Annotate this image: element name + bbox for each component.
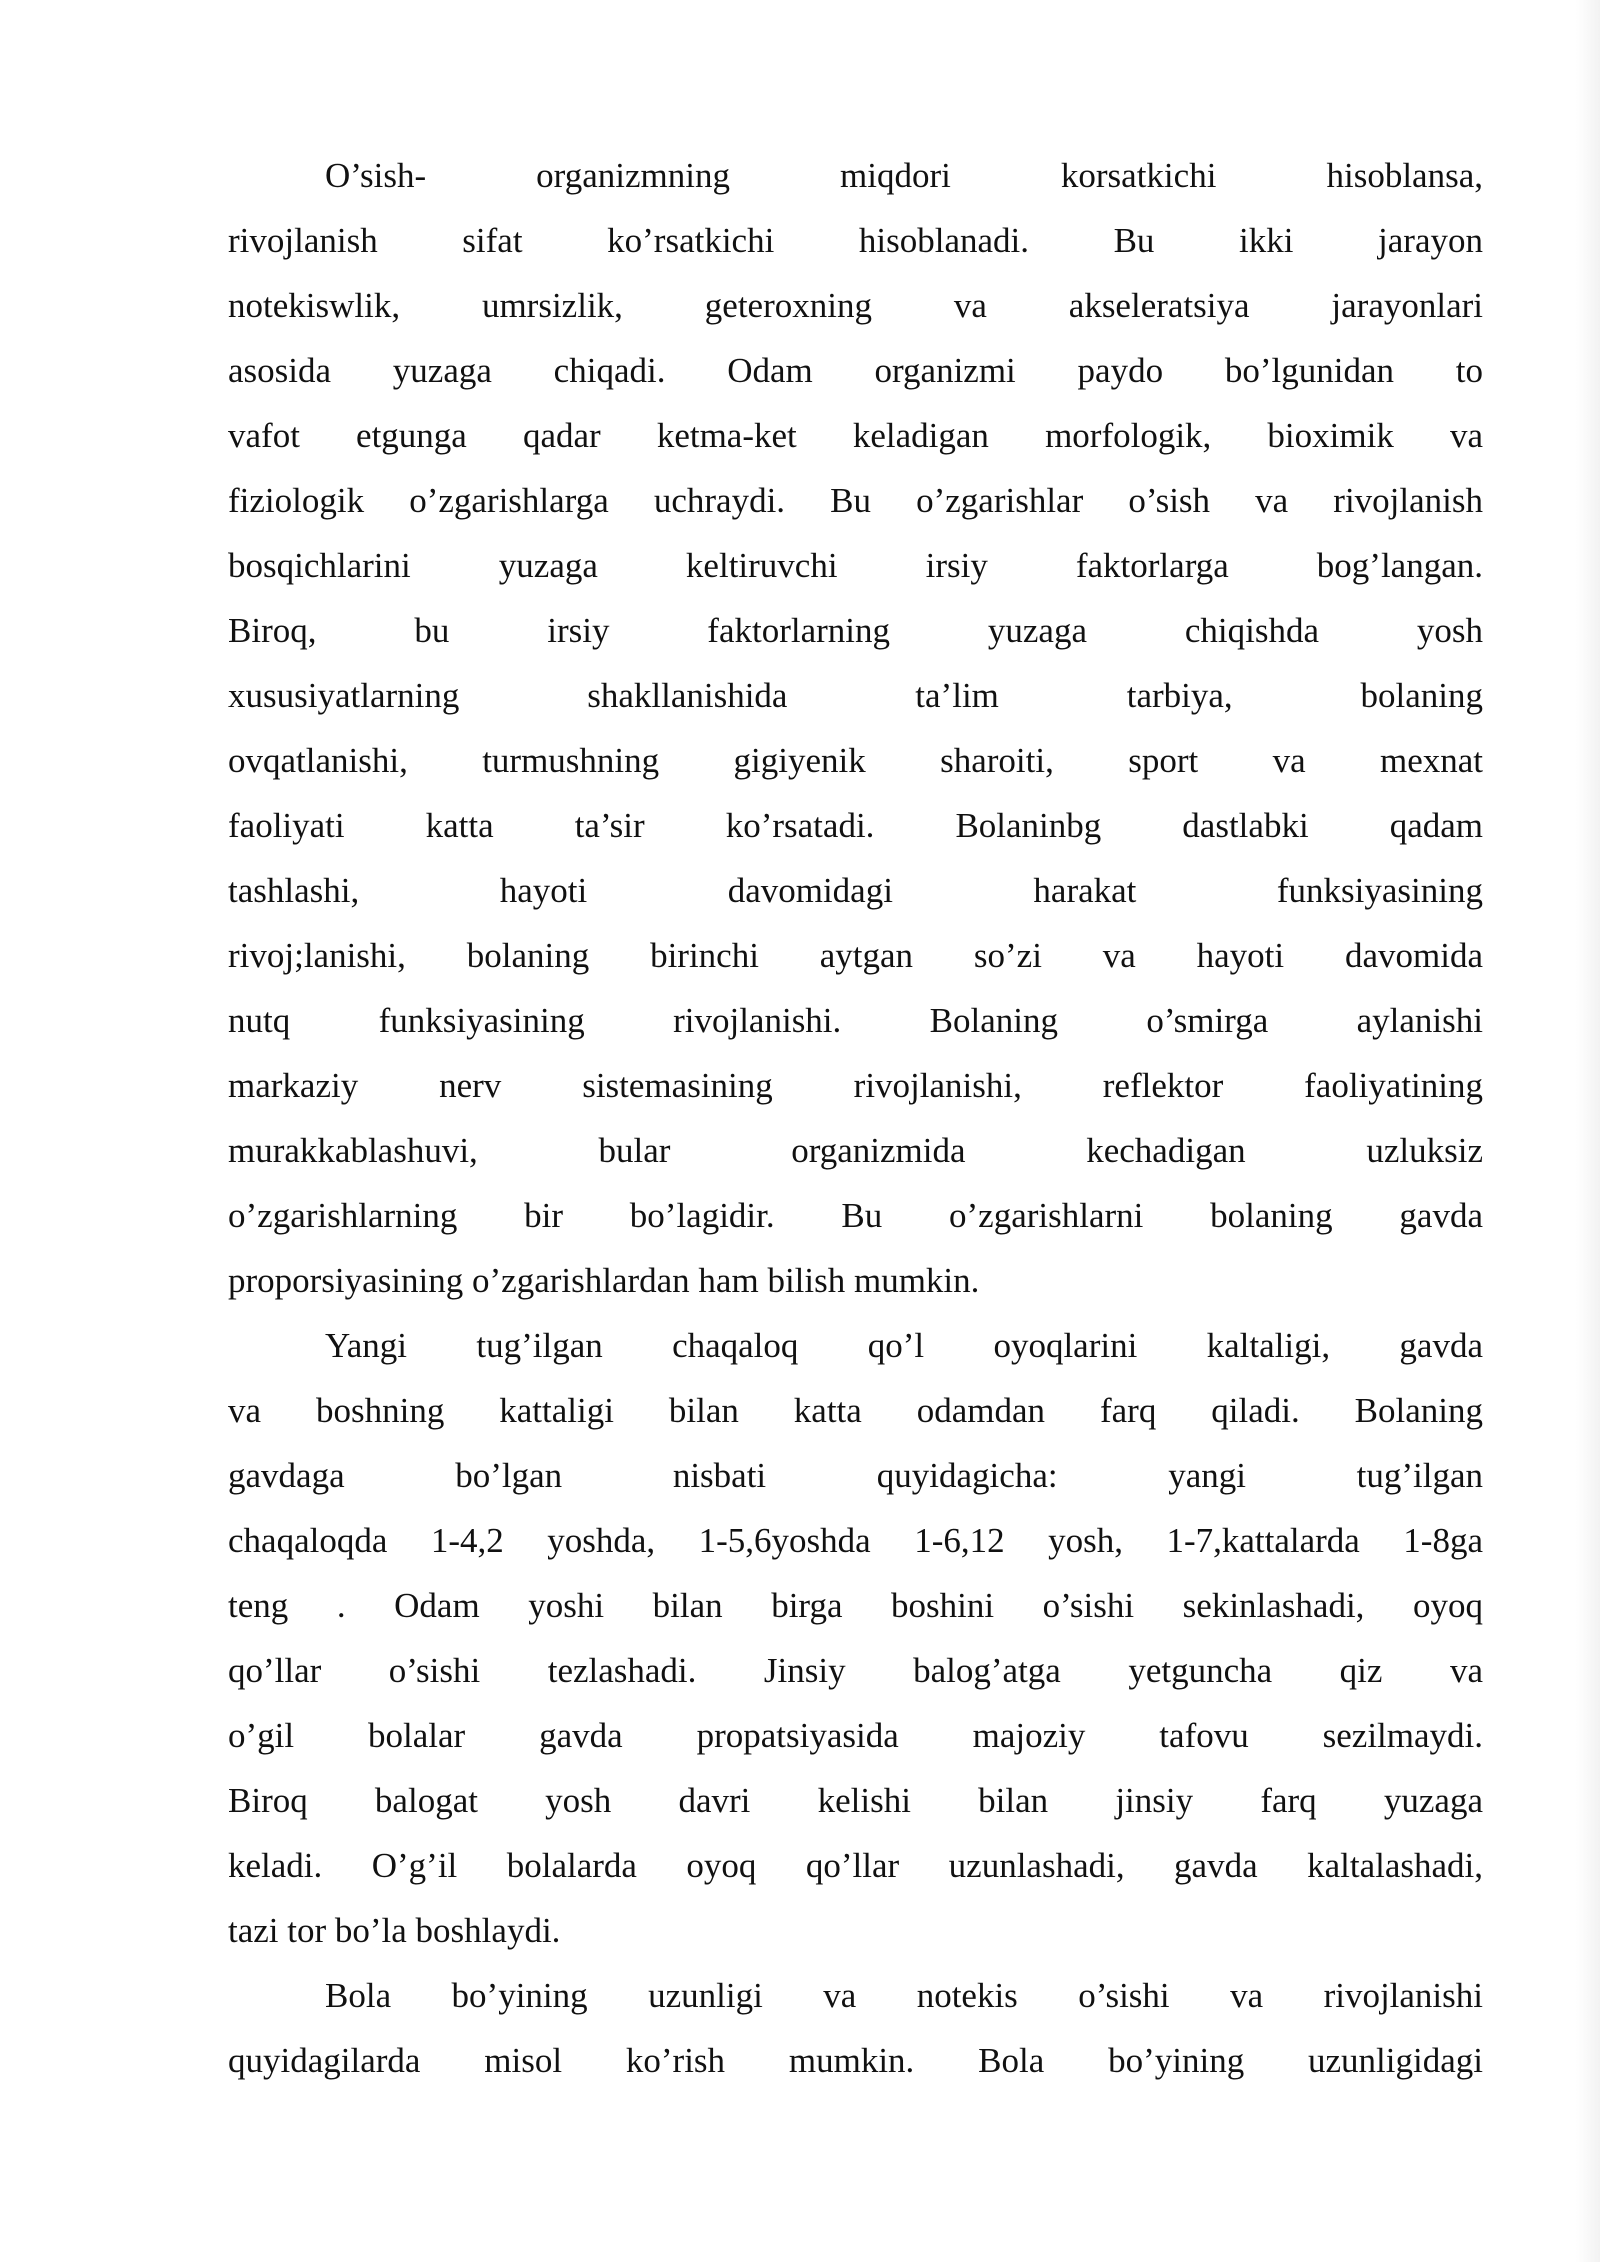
text-line: qo’llar o’sishi tezlashadi. Jinsiy balog’atga yetguncha qiz va bbox=[228, 1651, 1483, 1690]
text-line: fiziologik o’zgarishlarga uchraydi. Bu o’zgarishlar o’sish va rivojlanish bbox=[228, 481, 1483, 520]
text-line: asosida yuzaga chiqadi. Odam organizmi paydo bo’lgunidan to bbox=[228, 351, 1483, 390]
text-line: murakkablashuvi, bular organizmida kechadigan uzluksiz bbox=[228, 1131, 1483, 1170]
text-line: rivojlanish sifat ko’rsatkichi hisoblanadi. Bu ikki jarayon bbox=[228, 221, 1483, 260]
text-line: chaqaloqda 1-4,2 yoshda, 1-5,6yoshda 1-6,12 yosh, 1-7,kattalarda 1-8ga bbox=[228, 1521, 1483, 1560]
text-line: nutq funksiyasining rivojlanishi. Bolaning o’smirga aylanishi bbox=[228, 1001, 1483, 1040]
page-edge-shadow bbox=[1576, 0, 1600, 2262]
text-line: bosqichlarini yuzaga keltiruvchi irsiy faktorlarga bog’langan. bbox=[228, 546, 1483, 585]
paragraph-1 bbox=[228, 148, 1483, 1318]
text-line: faoliyati katta ta’sir ko’rsatadi. Bolaninbg dastlabki qadam bbox=[228, 806, 1483, 845]
text-line: tazi tor bo’la boshlaydi. bbox=[228, 1911, 561, 1950]
text-line: tashlashi, hayoti davomidagi harakat funksiyasining bbox=[228, 871, 1483, 910]
text-line: markaziy nerv sistemasining rivojlanishi, reflektor faoliyatining bbox=[228, 1066, 1483, 1105]
paragraph-3 bbox=[228, 1968, 1483, 2098]
body-text bbox=[228, 148, 1483, 2098]
text-line: keladi. O’g’il bolalarda oyoq qo’llar uzunlashadi, gavda kaltalashadi, bbox=[228, 1846, 1483, 1885]
text-line: teng . Odam yoshi bilan birga boshini o’sishi sekinlashadi, oyoq bbox=[228, 1586, 1483, 1625]
text-line: gavdaga bo’lgan nisbati quyidagicha: yangi tug’ilgan bbox=[228, 1456, 1483, 1495]
text-line: rivoj;lanishi, bolaning birinchi aytgan so’zi va hayoti davomida bbox=[228, 936, 1483, 975]
text-line: o’zgarishlarning bir bo’lagidir. Bu o’zgarishlarni bolaning gavda bbox=[228, 1196, 1483, 1235]
text-line: notekiswlik, umrsizlik, geteroxning va akseleratsiya jarayonlari bbox=[228, 286, 1483, 325]
text-line: Bola bo’yining uzunligi va notekis o’sishi va rivojlanishi bbox=[325, 1976, 1483, 2015]
text-line: O’sish- organizmning miqdori korsatkichi hisoblansa, bbox=[325, 156, 1483, 195]
paragraph-2 bbox=[228, 1318, 1483, 1968]
text-line: o’gil bolalar gavda propatsiyasida majoziy tafovu sezilmaydi. bbox=[228, 1716, 1483, 1755]
text-line: Biroq balogat yosh davri kelishi bilan jinsiy farq yuzaga bbox=[228, 1781, 1483, 1820]
text-line: Yangi tug’ilgan chaqaloq qo’l oyoqlarini kaltaligi, gavda bbox=[325, 1326, 1483, 1365]
text-line: Biroq, bu irsiy faktorlarning yuzaga chiqishda yosh bbox=[228, 611, 1483, 650]
text-line: ovqatlanishi, turmushning gigiyenik sharoiti, sport va mexnat bbox=[228, 741, 1483, 780]
text-line: quyidagilarda misol ko’rish mumkin. Bola bo’yining uzunligidagi bbox=[228, 2041, 1483, 2080]
text-line: xususiyatlarning shakllanishida ta’lim tarbiya, bolaning bbox=[228, 676, 1483, 715]
text-line: va boshning kattaligi bilan katta odamdan farq qiladi. Bolaning bbox=[228, 1391, 1483, 1430]
text-line: proporsiyasining o’zgarishlardan ham bilish mumkin. bbox=[228, 1261, 980, 1300]
text-line: vafot etgunga qadar ketma-ket keladigan morfologik, bioximik va bbox=[228, 416, 1483, 455]
